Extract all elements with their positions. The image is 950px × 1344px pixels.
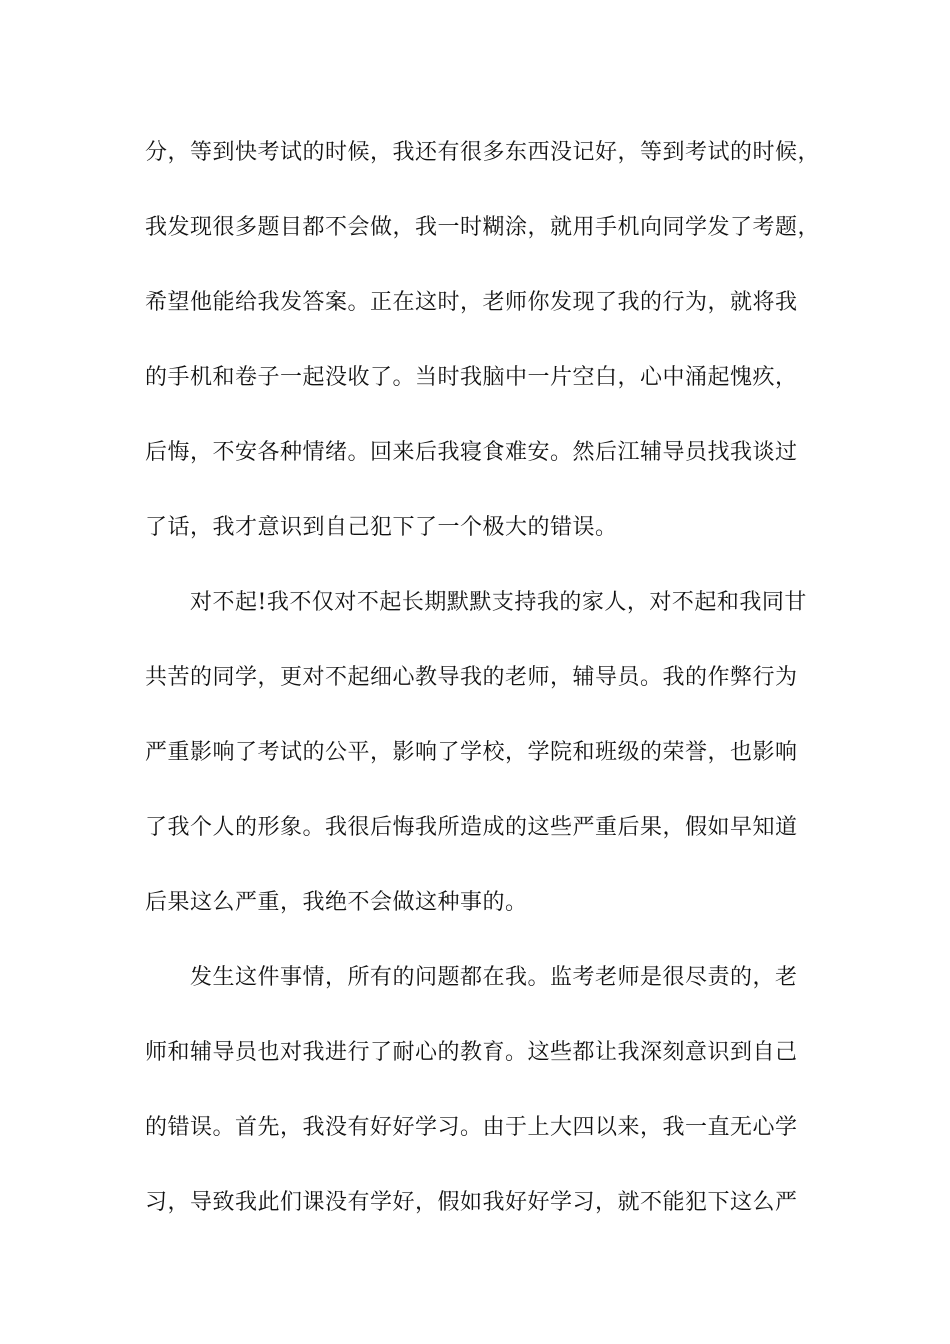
text-line: 习，导致我此们课没有学好，假如我好好学习，就不能犯下这么严 (145, 1190, 798, 1215)
text-line: 后悔，不安各种情绪。回来后我寝食难安。然后江辅导员找我谈过 (145, 440, 798, 465)
text-line: 我发现很多题目都不会做，我一时糊涂，就用手机向同学发了考题， (145, 215, 821, 240)
text-line: 共苦的同学，更对不起细心教导我的老师，辅导员。我的作弊行为 (145, 665, 798, 690)
text-line: 后果这么严重，我绝不会做这种事的。 (145, 890, 528, 915)
text-line: 希望他能给我发答案。正在这时，老师你发现了我的行为，就将我 (145, 290, 798, 315)
text-line: 严重影响了考试的公平，影响了学校，学院和班级的荣誉，也影响 (145, 740, 798, 765)
text-line: 了话，我才意识到自己犯下了一个极大的错误。 (145, 515, 618, 540)
text-line: 了我个人的形象。我很后悔我所造成的这些严重后果，假如早知道 (145, 815, 798, 840)
text-line: 的手机和卷子一起没收了。当时我脑中一片空白，心中涌起愧疚， (145, 365, 798, 390)
text-line: 师和辅导员也对我进行了耐心的教育。这些都让我深刻意识到自己 (145, 1040, 798, 1065)
text-line: 分，等到快考试的时候，我还有很多东西没记好，等到考试的时候， (145, 140, 821, 165)
text-line: 的错误。首先，我没有好好学习。由于上大四以来，我一直无心学 (145, 1115, 798, 1140)
paragraph-first-line: 对不起!我不仅对不起长期默默支持我的家人，对不起和我同甘 (190, 590, 807, 615)
paragraph-first-line: 发生这件事情，所有的问题都在我。监考老师是很尽责的，老 (190, 965, 798, 990)
